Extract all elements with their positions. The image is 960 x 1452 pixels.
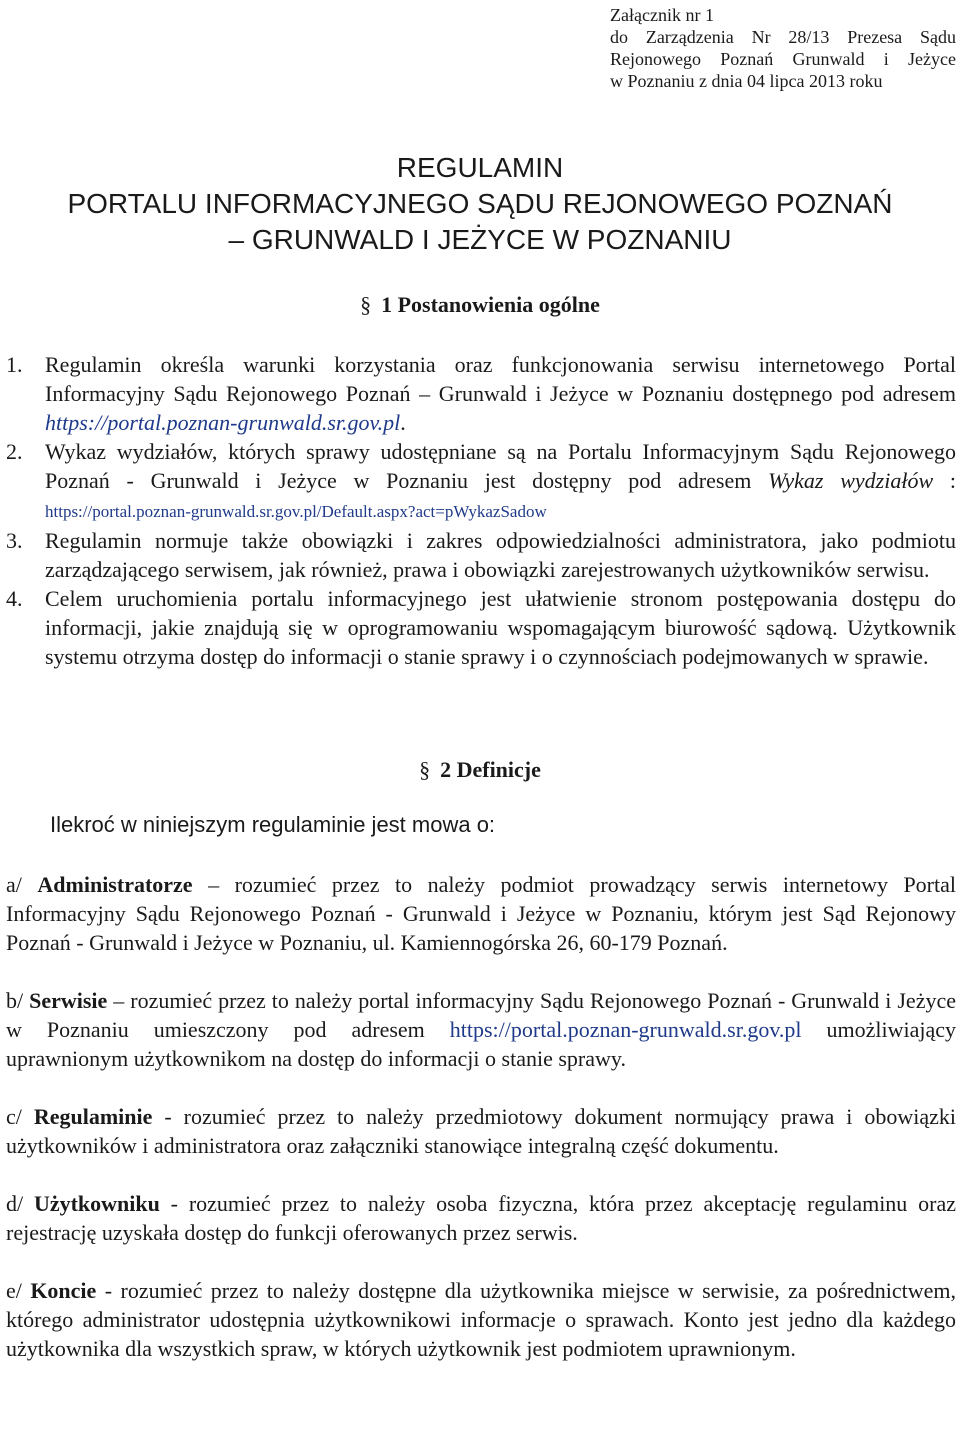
- definition-text: – rozumieć przez to należy podmiot prowadzący serwis internetowy Portal Informacyjny Sądu Rejonowego Poznań - Grunwald i Jeżyce w Poznaniu, którym jest Sąd Rejonowy Poznań - Grunwald i Jeżyce w Poznaniu, ul. Kamiennogórska 26, 60-179 Poznań.: [6, 872, 957, 955]
- definition-term: Użytkowniku: [33, 1191, 160, 1216]
- annex-line: w Poznaniu z dnia 04 lipca 2013 roku: [610, 71, 883, 91]
- section-heading-1: [0, 292, 960, 318]
- title-line: PORTALU INFORMACYJNEGO SĄDU REJONOWEGO POZNAŃ: [67, 188, 893, 219]
- definition-term: Serwisie: [29, 988, 108, 1013]
- definition-term: Administratorze: [37, 872, 193, 897]
- item-number: 4.: [6, 586, 23, 611]
- definition-uzytkownik: [6, 1189, 956, 1247]
- paragraph-sign: §: [360, 292, 372, 317]
- list-item: [6, 437, 956, 526]
- title-line: REGULAMIN: [396, 152, 564, 183]
- definition-prefix: e/: [6, 1278, 31, 1303]
- annex-line: do Zarządzenia Nr 28/13 Prezesa Sądu: [610, 27, 956, 47]
- list-item: [6, 350, 956, 437]
- item-number: 2.: [6, 439, 23, 464]
- item-text: Celem uruchomienia portalu informacyjnego jest ułatwienie stronom postępowania dostępu do informacji, jakie znajdują się w oprogramowaniu wspomagającym biurowość sądową. Użytkownik systemu otrzyma dostęp do informacji o stanie sprawy i o czynnościach podejmowanych w sprawie.: [45, 586, 956, 669]
- definition-prefix: b/: [6, 988, 30, 1013]
- item-punct: .: [400, 410, 406, 435]
- section-heading-2: [0, 757, 960, 783]
- item-text: Wykaz wydziałów, których sprawy udostępniane są na Portalu Informacyjnym Sądu Rejonowego Poznań - Grunwald i Jeżyce w Poznaniu jest dostępny pod adresem: [45, 439, 956, 493]
- definition-text: – rozumieć przez to należy portal informacyjny Sądu Rejonowego Poznań - Grunwald i Jeżyce w Poznaniu umieszczony pod adresem: [6, 988, 956, 1042]
- serwis-link[interactable]: https://portal.poznan-grunwald.sr.gov.pl: [449, 1017, 802, 1042]
- definition-prefix: d/: [6, 1191, 34, 1216]
- definition-term: Regulaminie: [33, 1104, 153, 1129]
- definition-konto: [6, 1276, 956, 1363]
- document-title: [0, 150, 960, 258]
- portal-link[interactable]: https://portal.poznan-grunwald.sr.gov.pl: [45, 410, 401, 435]
- list-item: [6, 584, 956, 671]
- definitions-list: [6, 870, 956, 1363]
- definition-text: - rozumieć przez to należy dostępne dla użytkownika miejsce w serwisie, za pośrednictwem, którego administrator udostępnia użytkownikowi informacje o sprawach. Konto jest jedno dla każdego użytkownika dla wszystkich spraw, w których użytkownik jest podmiotem uprawnionym.: [6, 1278, 956, 1361]
- annex-line: Rejonowego Poznań Grunwald i Jeżyce: [610, 49, 956, 69]
- definition-administrator: [6, 870, 956, 957]
- definition-text: umożliwiający uprawnionym użytkownikom na dostęp do informacji o stanie sprawy.: [6, 1017, 956, 1071]
- item-text: Regulamin określa warunki korzystania oraz funkcjonowania serwisu internetowego Portal Informacyjny Sądu Rejonowego Poznań – Grunwald i Jeżyce w Poznaniu dostępnego pod adresem: [45, 352, 956, 406]
- item-separator: :: [933, 468, 956, 493]
- annex-line: Załącznik nr 1: [610, 5, 714, 25]
- item-number: 3.: [6, 528, 23, 553]
- definition-prefix: c/: [6, 1104, 34, 1129]
- paragraph-sign: §: [419, 757, 431, 782]
- list-item: [6, 526, 956, 584]
- item-number: 1.: [6, 352, 23, 377]
- definition-prefix: a/: [6, 872, 38, 897]
- wykaz-label: Wykaz wydziałów: [768, 468, 934, 493]
- definition-regulamin: [6, 1102, 956, 1160]
- definitions-intro: Ilekroć w niniejszym regulaminie jest mowa o:: [50, 812, 496, 837]
- annex-header: [610, 4, 956, 92]
- definition-text: - rozumieć przez to należy przedmiotowy dokument normujący prawa i obowiązki użytkowników i administratora oraz załączniki stanowiące integralną część dokumentu.: [6, 1104, 956, 1158]
- definition-text: - rozumieć przez to należy osoba fizyczna, która przez akceptację regulaminu oraz rejestrację uzyskała dostęp do funkcji oferowanych przez serwis.: [6, 1191, 956, 1245]
- section-title: 2 Definicje: [440, 757, 541, 782]
- definition-serwis: [6, 986, 956, 1073]
- general-provisions-list: [6, 350, 956, 671]
- section-title: 1 Postanowienia ogólne: [381, 292, 600, 317]
- definition-term: Koncie: [30, 1278, 97, 1303]
- item-text: Regulamin normuje także obowiązki i zakres odpowiedzialności administratora, jako podmiotu zarządzającego serwisem, jak również, prawa i obowiązki zarejestrowanych użytkowników serwisu.: [45, 528, 956, 582]
- wykaz-link[interactable]: https://portal.poznan-grunwald.sr.gov.pl/Default.aspx?act=pWykazSadow: [45, 502, 547, 521]
- title-line: – GRUNWALD I JEŻYCE W POZNANIU: [228, 224, 732, 255]
